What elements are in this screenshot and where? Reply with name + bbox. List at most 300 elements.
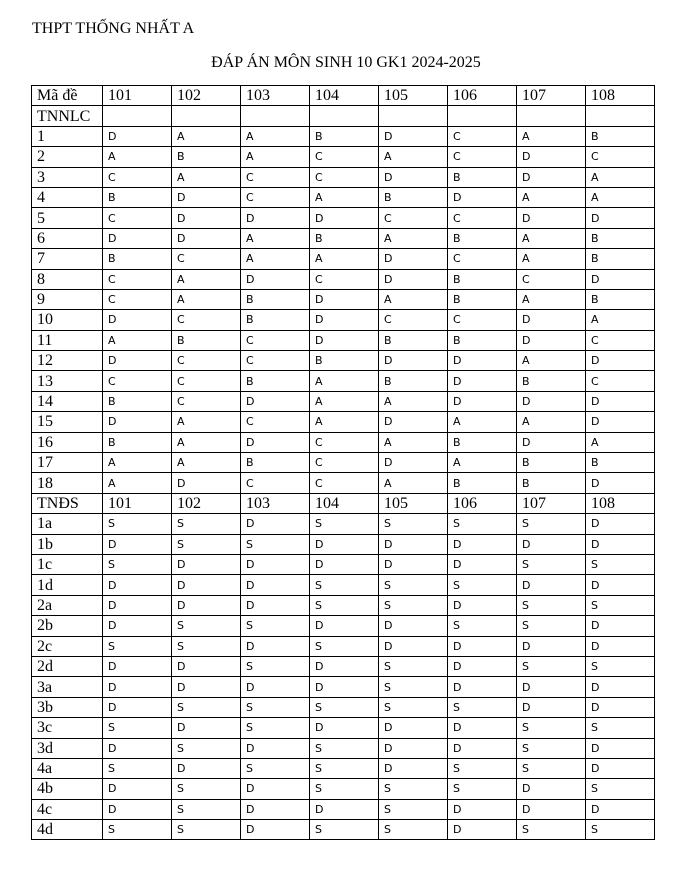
- answer-cell: D: [172, 758, 241, 778]
- answer-cell: D: [586, 738, 655, 758]
- answer-cell: B: [448, 473, 517, 493]
- answer-cell: D: [379, 269, 448, 289]
- answer-cell: S: [379, 656, 448, 676]
- answer-cell: D: [517, 677, 586, 697]
- exam-code-header: 104: [310, 493, 379, 513]
- table-row: [32, 718, 655, 738]
- answer-cell: D: [586, 534, 655, 554]
- table-row: [32, 167, 655, 187]
- question-number: 18: [32, 473, 103, 493]
- answer-cell: S: [241, 616, 310, 636]
- table-row: [32, 616, 655, 636]
- answer-cell: D: [310, 718, 379, 738]
- answer-cell: B: [448, 167, 517, 187]
- answer-cell: S: [103, 554, 172, 574]
- exam-code-header: 102: [172, 493, 241, 513]
- table-row: [32, 228, 655, 248]
- answer-cell: D: [310, 656, 379, 676]
- answer-cell: D: [241, 432, 310, 452]
- table-row: [32, 147, 655, 167]
- answer-cell: D: [379, 616, 448, 636]
- question-number: 3c: [32, 718, 103, 738]
- answer-cell: S: [172, 514, 241, 534]
- answer-cell: D: [310, 554, 379, 574]
- answer-cell: A: [517, 351, 586, 371]
- answer-cell: D: [586, 412, 655, 432]
- table-row: [32, 636, 655, 656]
- answer-cell: S: [586, 779, 655, 799]
- answer-cell: D: [517, 330, 586, 350]
- table-row: [32, 371, 655, 391]
- answer-cell: A: [586, 310, 655, 330]
- answer-cell: D: [448, 820, 517, 840]
- table-row: [32, 473, 655, 493]
- answer-cell: D: [517, 167, 586, 187]
- answer-cell: B: [310, 126, 379, 146]
- answer-cell: A: [172, 453, 241, 473]
- exam-code-header: 103: [241, 86, 310, 106]
- question-number: 17: [32, 453, 103, 473]
- exam-code-header: 103: [241, 493, 310, 513]
- answer-cell: D: [586, 677, 655, 697]
- table-row: [32, 351, 655, 371]
- answer-cell: D: [172, 208, 241, 228]
- question-number: 15: [32, 412, 103, 432]
- answer-cell: S: [310, 738, 379, 758]
- answer-cell: A: [586, 167, 655, 187]
- answer-cell: S: [517, 738, 586, 758]
- answer-cell: C: [103, 289, 172, 309]
- table-row: [32, 126, 655, 146]
- answer-cell: D: [172, 718, 241, 738]
- question-number: 12: [32, 351, 103, 371]
- answer-cell: D: [448, 391, 517, 411]
- answer-cell: A: [586, 187, 655, 207]
- answer-cell: D: [586, 269, 655, 289]
- table-row: [32, 310, 655, 330]
- answer-cell: B: [241, 453, 310, 473]
- empty-cell: [517, 106, 586, 126]
- answer-cell: B: [310, 228, 379, 248]
- answer-cell: C: [310, 473, 379, 493]
- question-number: 16: [32, 432, 103, 452]
- answer-cell: D: [172, 187, 241, 207]
- answer-cell: A: [310, 412, 379, 432]
- answer-cell: S: [379, 820, 448, 840]
- question-number: 1c: [32, 554, 103, 574]
- answer-cell: S: [448, 575, 517, 595]
- exam-code-header: 104: [310, 86, 379, 106]
- answer-cell: C: [241, 351, 310, 371]
- answer-cell: C: [103, 167, 172, 187]
- empty-cell: [241, 106, 310, 126]
- answer-cell: A: [379, 432, 448, 452]
- exam-code-header-row: [32, 86, 655, 106]
- answer-cell: S: [241, 697, 310, 717]
- answer-cell: B: [586, 453, 655, 473]
- section-label-tnds: TNĐS: [32, 493, 103, 513]
- question-number: 7: [32, 249, 103, 269]
- answer-cell: D: [586, 758, 655, 778]
- answer-cell: B: [586, 126, 655, 146]
- question-number: 13: [32, 371, 103, 391]
- answer-cell: C: [103, 269, 172, 289]
- answer-cell: S: [310, 575, 379, 595]
- question-number: 4d: [32, 820, 103, 840]
- answer-cell: C: [241, 412, 310, 432]
- answer-cell: S: [517, 616, 586, 636]
- answer-cell: S: [586, 718, 655, 738]
- answer-cell: S: [448, 514, 517, 534]
- table-row: [32, 575, 655, 595]
- answer-cell: A: [310, 249, 379, 269]
- answer-cell: D: [448, 595, 517, 615]
- answer-cell: D: [103, 799, 172, 819]
- question-number: 1b: [32, 534, 103, 554]
- answer-cell: D: [310, 289, 379, 309]
- answer-cell: B: [172, 330, 241, 350]
- table-row: [32, 554, 655, 574]
- answer-cell: D: [241, 779, 310, 799]
- answer-cell: D: [310, 534, 379, 554]
- answer-cell: D: [517, 575, 586, 595]
- answer-cell: C: [172, 371, 241, 391]
- answer-cell: C: [172, 351, 241, 371]
- table-row: [32, 289, 655, 309]
- answer-cell: D: [379, 249, 448, 269]
- answer-cell: D: [379, 412, 448, 432]
- table-row: [32, 697, 655, 717]
- answer-cell: B: [586, 228, 655, 248]
- answer-cell: D: [241, 208, 310, 228]
- answer-cell: S: [448, 779, 517, 799]
- answer-cell: D: [103, 412, 172, 432]
- answer-cell: C: [241, 167, 310, 187]
- question-number: 2: [32, 147, 103, 167]
- answer-cell: D: [379, 453, 448, 473]
- answer-cell: D: [241, 269, 310, 289]
- answer-cell: C: [517, 269, 586, 289]
- answer-cell: D: [103, 575, 172, 595]
- answer-cell: A: [172, 432, 241, 452]
- answer-cell: D: [586, 514, 655, 534]
- exam-code-header: 107: [517, 493, 586, 513]
- section-row-tnds: [32, 493, 655, 513]
- question-number: 4c: [32, 799, 103, 819]
- question-number: 8: [32, 269, 103, 289]
- answer-cell: A: [379, 147, 448, 167]
- answer-cell: D: [586, 636, 655, 656]
- answer-cell: D: [103, 616, 172, 636]
- table-row: [32, 330, 655, 350]
- exam-code-header: 106: [448, 86, 517, 106]
- answer-cell: C: [310, 167, 379, 187]
- answer-cell: C: [241, 330, 310, 350]
- table-row: [32, 779, 655, 799]
- answer-cell: D: [241, 514, 310, 534]
- answer-cell: C: [448, 310, 517, 330]
- answer-cell: D: [448, 351, 517, 371]
- answer-cell: C: [172, 249, 241, 269]
- answer-key-body: [32, 86, 655, 840]
- answer-cell: D: [379, 534, 448, 554]
- table-row: [32, 432, 655, 452]
- answer-cell: A: [241, 228, 310, 248]
- answer-cell: S: [379, 779, 448, 799]
- answer-cell: D: [103, 697, 172, 717]
- document-title: ĐÁP ÁN MÔN SINH 10 GK1 2024-2025: [211, 54, 481, 71]
- answer-cell: D: [448, 371, 517, 391]
- answer-cell: D: [103, 534, 172, 554]
- answer-cell: C: [310, 432, 379, 452]
- answer-cell: B: [103, 249, 172, 269]
- answer-cell: D: [517, 310, 586, 330]
- answer-cell: D: [172, 656, 241, 676]
- answer-cell: B: [379, 187, 448, 207]
- answer-cell: A: [379, 228, 448, 248]
- answer-cell: D: [448, 718, 517, 738]
- answer-cell: D: [241, 391, 310, 411]
- exam-code-header: 108: [586, 86, 655, 106]
- empty-cell: [103, 106, 172, 126]
- question-number: 3: [32, 167, 103, 187]
- answer-cell: D: [241, 820, 310, 840]
- answer-cell: A: [241, 147, 310, 167]
- table-row: [32, 758, 655, 778]
- answer-cell: A: [172, 412, 241, 432]
- answer-cell: B: [241, 310, 310, 330]
- empty-cell: [310, 106, 379, 126]
- question-number: 10: [32, 310, 103, 330]
- answer-cell: B: [379, 330, 448, 350]
- answer-cell: B: [103, 187, 172, 207]
- answer-cell: D: [310, 616, 379, 636]
- answer-cell: S: [517, 718, 586, 738]
- table-row: [32, 208, 655, 228]
- answer-cell: A: [517, 126, 586, 146]
- answer-cell: D: [172, 473, 241, 493]
- answer-cell: B: [103, 391, 172, 411]
- question-number: 14: [32, 391, 103, 411]
- answer-cell: D: [379, 167, 448, 187]
- answer-cell: D: [103, 351, 172, 371]
- answer-cell: S: [517, 514, 586, 534]
- answer-cell: D: [172, 228, 241, 248]
- answer-cell: B: [103, 432, 172, 452]
- answer-cell: S: [448, 616, 517, 636]
- answer-cell: D: [448, 187, 517, 207]
- answer-cell: C: [310, 147, 379, 167]
- answer-cell: S: [310, 820, 379, 840]
- answer-cell: A: [103, 473, 172, 493]
- answer-cell: C: [379, 208, 448, 228]
- answer-cell: C: [172, 310, 241, 330]
- answer-cell: C: [586, 371, 655, 391]
- answer-cell: D: [586, 616, 655, 636]
- answer-cell: A: [448, 453, 517, 473]
- table-row: [32, 514, 655, 534]
- answer-cell: D: [310, 330, 379, 350]
- answer-cell: S: [103, 820, 172, 840]
- answer-cell: S: [379, 514, 448, 534]
- answer-cell: A: [379, 391, 448, 411]
- answer-cell: S: [103, 718, 172, 738]
- question-number: 2c: [32, 636, 103, 656]
- table-row: [32, 269, 655, 289]
- answer-cell: S: [241, 758, 310, 778]
- answer-cell: S: [379, 697, 448, 717]
- question-number: 4: [32, 187, 103, 207]
- answer-cell: S: [379, 677, 448, 697]
- answer-cell: D: [241, 738, 310, 758]
- answer-cell: D: [103, 126, 172, 146]
- answer-cell: D: [517, 534, 586, 554]
- answer-cell: S: [517, 554, 586, 574]
- question-number: 6: [32, 228, 103, 248]
- answer-cell: B: [172, 147, 241, 167]
- table-row: [32, 820, 655, 840]
- answer-cell: D: [103, 595, 172, 615]
- answer-cell: S: [586, 554, 655, 574]
- table-row: [32, 595, 655, 615]
- answer-cell: A: [103, 453, 172, 473]
- answer-cell: A: [241, 249, 310, 269]
- question-number: 11: [32, 330, 103, 350]
- answer-cell: D: [448, 738, 517, 758]
- question-number: 2d: [32, 656, 103, 676]
- answer-cell: C: [448, 208, 517, 228]
- answer-cell: D: [379, 351, 448, 371]
- answer-cell: S: [241, 534, 310, 554]
- answer-cell: B: [586, 249, 655, 269]
- answer-cell: A: [103, 330, 172, 350]
- section-row-tnnlc: [32, 106, 655, 126]
- answer-cell: B: [517, 371, 586, 391]
- answer-cell: A: [103, 147, 172, 167]
- answer-cell: S: [310, 595, 379, 615]
- answer-cell: D: [448, 656, 517, 676]
- answer-cell: D: [103, 310, 172, 330]
- empty-cell: [448, 106, 517, 126]
- answer-cell: D: [103, 779, 172, 799]
- answer-cell: D: [517, 432, 586, 452]
- answer-cell: D: [241, 595, 310, 615]
- answer-cell: B: [448, 289, 517, 309]
- answer-cell: A: [517, 249, 586, 269]
- answer-cell: A: [517, 289, 586, 309]
- answer-cell: C: [241, 473, 310, 493]
- answer-cell: C: [103, 208, 172, 228]
- answer-cell: D: [379, 636, 448, 656]
- answer-key-table: [31, 85, 655, 840]
- answer-cell: D: [517, 799, 586, 819]
- table-row: [32, 656, 655, 676]
- answer-cell: D: [517, 208, 586, 228]
- answer-cell: S: [103, 636, 172, 656]
- answer-cell: B: [448, 432, 517, 452]
- answer-cell: S: [172, 799, 241, 819]
- answer-cell: B: [517, 453, 586, 473]
- answer-cell: A: [586, 432, 655, 452]
- answer-cell: D: [586, 799, 655, 819]
- answer-cell: C: [586, 147, 655, 167]
- school-name: THPT THỐNG NHẤT A: [32, 20, 195, 37]
- answer-cell: A: [517, 412, 586, 432]
- answer-cell: S: [379, 575, 448, 595]
- answer-cell: S: [586, 656, 655, 676]
- answer-cell: D: [517, 697, 586, 717]
- question-number: 1a: [32, 514, 103, 534]
- answer-cell: D: [586, 473, 655, 493]
- answer-cell: D: [517, 391, 586, 411]
- answer-cell: C: [241, 187, 310, 207]
- answer-cell: S: [517, 820, 586, 840]
- answer-cell: D: [172, 554, 241, 574]
- answer-cell: D: [448, 799, 517, 819]
- answer-cell: C: [310, 269, 379, 289]
- answer-cell: D: [379, 718, 448, 738]
- table-row: [32, 677, 655, 697]
- answer-cell: D: [379, 758, 448, 778]
- answer-cell: D: [448, 534, 517, 554]
- answer-cell: D: [448, 677, 517, 697]
- answer-cell: D: [586, 391, 655, 411]
- exam-code-label: Mã đề: [32, 86, 103, 106]
- answer-cell: S: [172, 738, 241, 758]
- answer-cell: D: [586, 697, 655, 717]
- answer-cell: A: [310, 187, 379, 207]
- answer-cell: S: [103, 514, 172, 534]
- question-number: 3d: [32, 738, 103, 758]
- empty-cell: [172, 106, 241, 126]
- question-number: 9: [32, 289, 103, 309]
- answer-cell: D: [103, 656, 172, 676]
- exam-code-header: 105: [379, 86, 448, 106]
- answer-cell: A: [310, 391, 379, 411]
- answer-cell: D: [310, 799, 379, 819]
- question-number: 1d: [32, 575, 103, 595]
- answer-cell: A: [448, 412, 517, 432]
- exam-code-header: 108: [586, 493, 655, 513]
- answer-cell: S: [448, 758, 517, 778]
- answer-cell: D: [517, 779, 586, 799]
- answer-cell: A: [379, 473, 448, 493]
- table-row: [32, 412, 655, 432]
- section-label-tnnlc: TNNLC: [32, 106, 103, 126]
- answer-cell: B: [448, 269, 517, 289]
- answer-cell: S: [379, 595, 448, 615]
- answer-cell: S: [172, 534, 241, 554]
- answer-cell: B: [379, 371, 448, 391]
- exam-code-header: 107: [517, 86, 586, 106]
- answer-cell: A: [172, 167, 241, 187]
- answer-cell: A: [172, 289, 241, 309]
- answer-cell: S: [241, 656, 310, 676]
- answer-cell: D: [241, 554, 310, 574]
- exam-code-header: 102: [172, 86, 241, 106]
- answer-cell: D: [241, 799, 310, 819]
- table-row: [32, 738, 655, 758]
- answer-cell: A: [241, 126, 310, 146]
- answer-cell: D: [448, 554, 517, 574]
- answer-cell: S: [517, 595, 586, 615]
- answer-cell: S: [517, 656, 586, 676]
- answer-cell: D: [241, 575, 310, 595]
- answer-cell: B: [241, 289, 310, 309]
- answer-cell: D: [103, 677, 172, 697]
- answer-cell: S: [172, 636, 241, 656]
- answer-cell: D: [241, 677, 310, 697]
